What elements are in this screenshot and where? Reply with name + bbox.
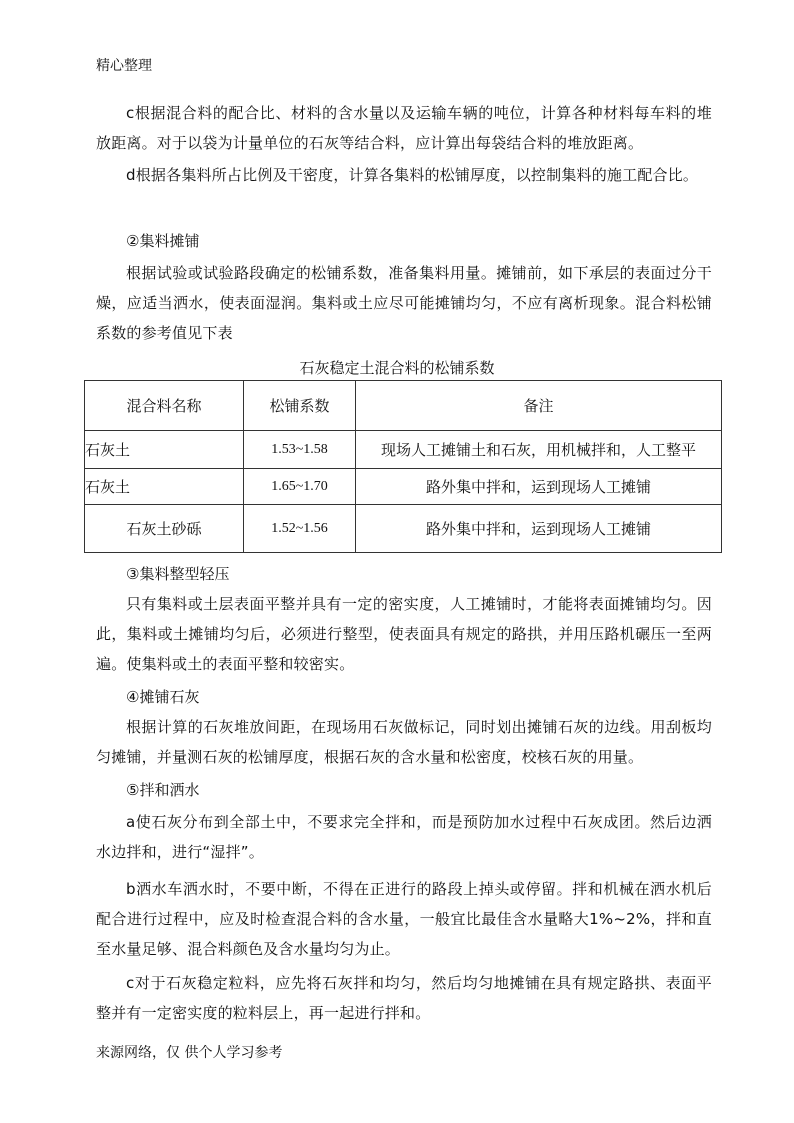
table-caption: 石灰稳定土混合料的松铺系数 xyxy=(299,359,495,377)
table-row xyxy=(85,505,722,553)
cell-coefficient: 1.53~1.58 xyxy=(244,431,356,469)
cell-mix-name: 石灰土砂砾 xyxy=(85,505,244,553)
table-row xyxy=(85,431,722,469)
section-title-spreading: ②集料摊铺 xyxy=(126,232,200,250)
page-header: 精心整理 xyxy=(96,58,152,74)
header-remark: 备注 xyxy=(356,381,722,431)
cell-coefficient: 1.65~1.70 xyxy=(244,469,356,505)
cell-mix-name: 石灰土 xyxy=(85,431,244,469)
cell-coefficient: 1.52~1.56 xyxy=(244,505,356,553)
cell-remark: 现场人工摊铺土和石灰，用机械拌和，人工整平 xyxy=(356,431,722,469)
cell-mix-name: 石灰土 xyxy=(85,469,244,505)
paragraph-d: d根据各集料所占比例及干密度，计算各集料的松铺厚度，以控制集料的施工配合比。 xyxy=(126,166,699,184)
paragraph-spreading: 根据试验或试验路段确定的松铺系数，准备集料用量。摊铺前，如下承层的表面过分干燥，应适当洒水，使表面湿润。集料或土应尽可能摊铺均匀，不应有离析现象。混合料松铺系数的参考值见下表 xyxy=(96,264,712,342)
paragraph-mixing-b: b洒水车洒水时，不要中断，不得在正进行的路段上掉头或停留。拌和机械在洒水机后配合进行过程中，应及时检查混合料的含水量，一般宜比最佳含水量略大1%~2%，拌和直至水量足够、混合料颜色及含水量均匀为止。 xyxy=(96,880,712,958)
paragraph-mixing-a: a使石灰分布到全部土中，不要求完全拌和，而是预防加水过程中石灰成团。然后边洒水边拌和，进行“湿拌”。 xyxy=(96,813,712,861)
paragraph-lime: 根据计算的石灰堆放间距，在现场用石灰做标记，同时划出摊铺石灰的边线。用刮板均匀摊铺，并量测石灰的松铺厚度，根据石灰的含水量和松密度，校核石灰的用量。 xyxy=(96,718,712,766)
cell-remark: 路外集中拌和，运到现场人工摊铺 xyxy=(356,469,722,505)
header-mix-name: 混合料名称 xyxy=(85,381,244,431)
paragraph-mixing-c: c对于石灰稳定粒料，应先将石灰拌和均匀，然后均匀地摊铺在具有规定路拱、表面平整并有一定密实度的粒料层上，再一起进行拌和。 xyxy=(96,974,712,1022)
section-title-shaping: ③集料整型轻压 xyxy=(126,565,230,583)
section-title-lime: ④摊铺石灰 xyxy=(126,688,200,706)
paragraph-shaping: 只有集料或土层表面平整并具有一定的密实度，人工摊铺时，才能将表面摊铺均匀。因此，集料或土摊铺均匀后，必须进行整型，使表面具有规定的路拱，并用压路机碾压一至两遍。使集料或土的表面平整和较密实。 xyxy=(96,595,712,673)
cell-remark: 路外集中拌和，运到现场人工摊铺 xyxy=(356,505,722,553)
loose-coefficient-table xyxy=(84,380,722,553)
table-row xyxy=(85,469,722,505)
header-coefficient: 松铺系数 xyxy=(244,381,356,431)
paragraph-c: c根据混合料的配合比、材料的含水量以及运输车辆的吨位，计算各种材料每车料的堆放距离。对于以袋为计量单位的石灰等结合料，应计算出每袋结合料的堆放距离。 xyxy=(96,104,712,152)
section-title-mixing: ⑤拌和洒水 xyxy=(126,781,200,799)
page-footer: 来源网络，仅 供个人学习参考 xyxy=(96,1045,283,1061)
table-header-row xyxy=(85,381,722,431)
